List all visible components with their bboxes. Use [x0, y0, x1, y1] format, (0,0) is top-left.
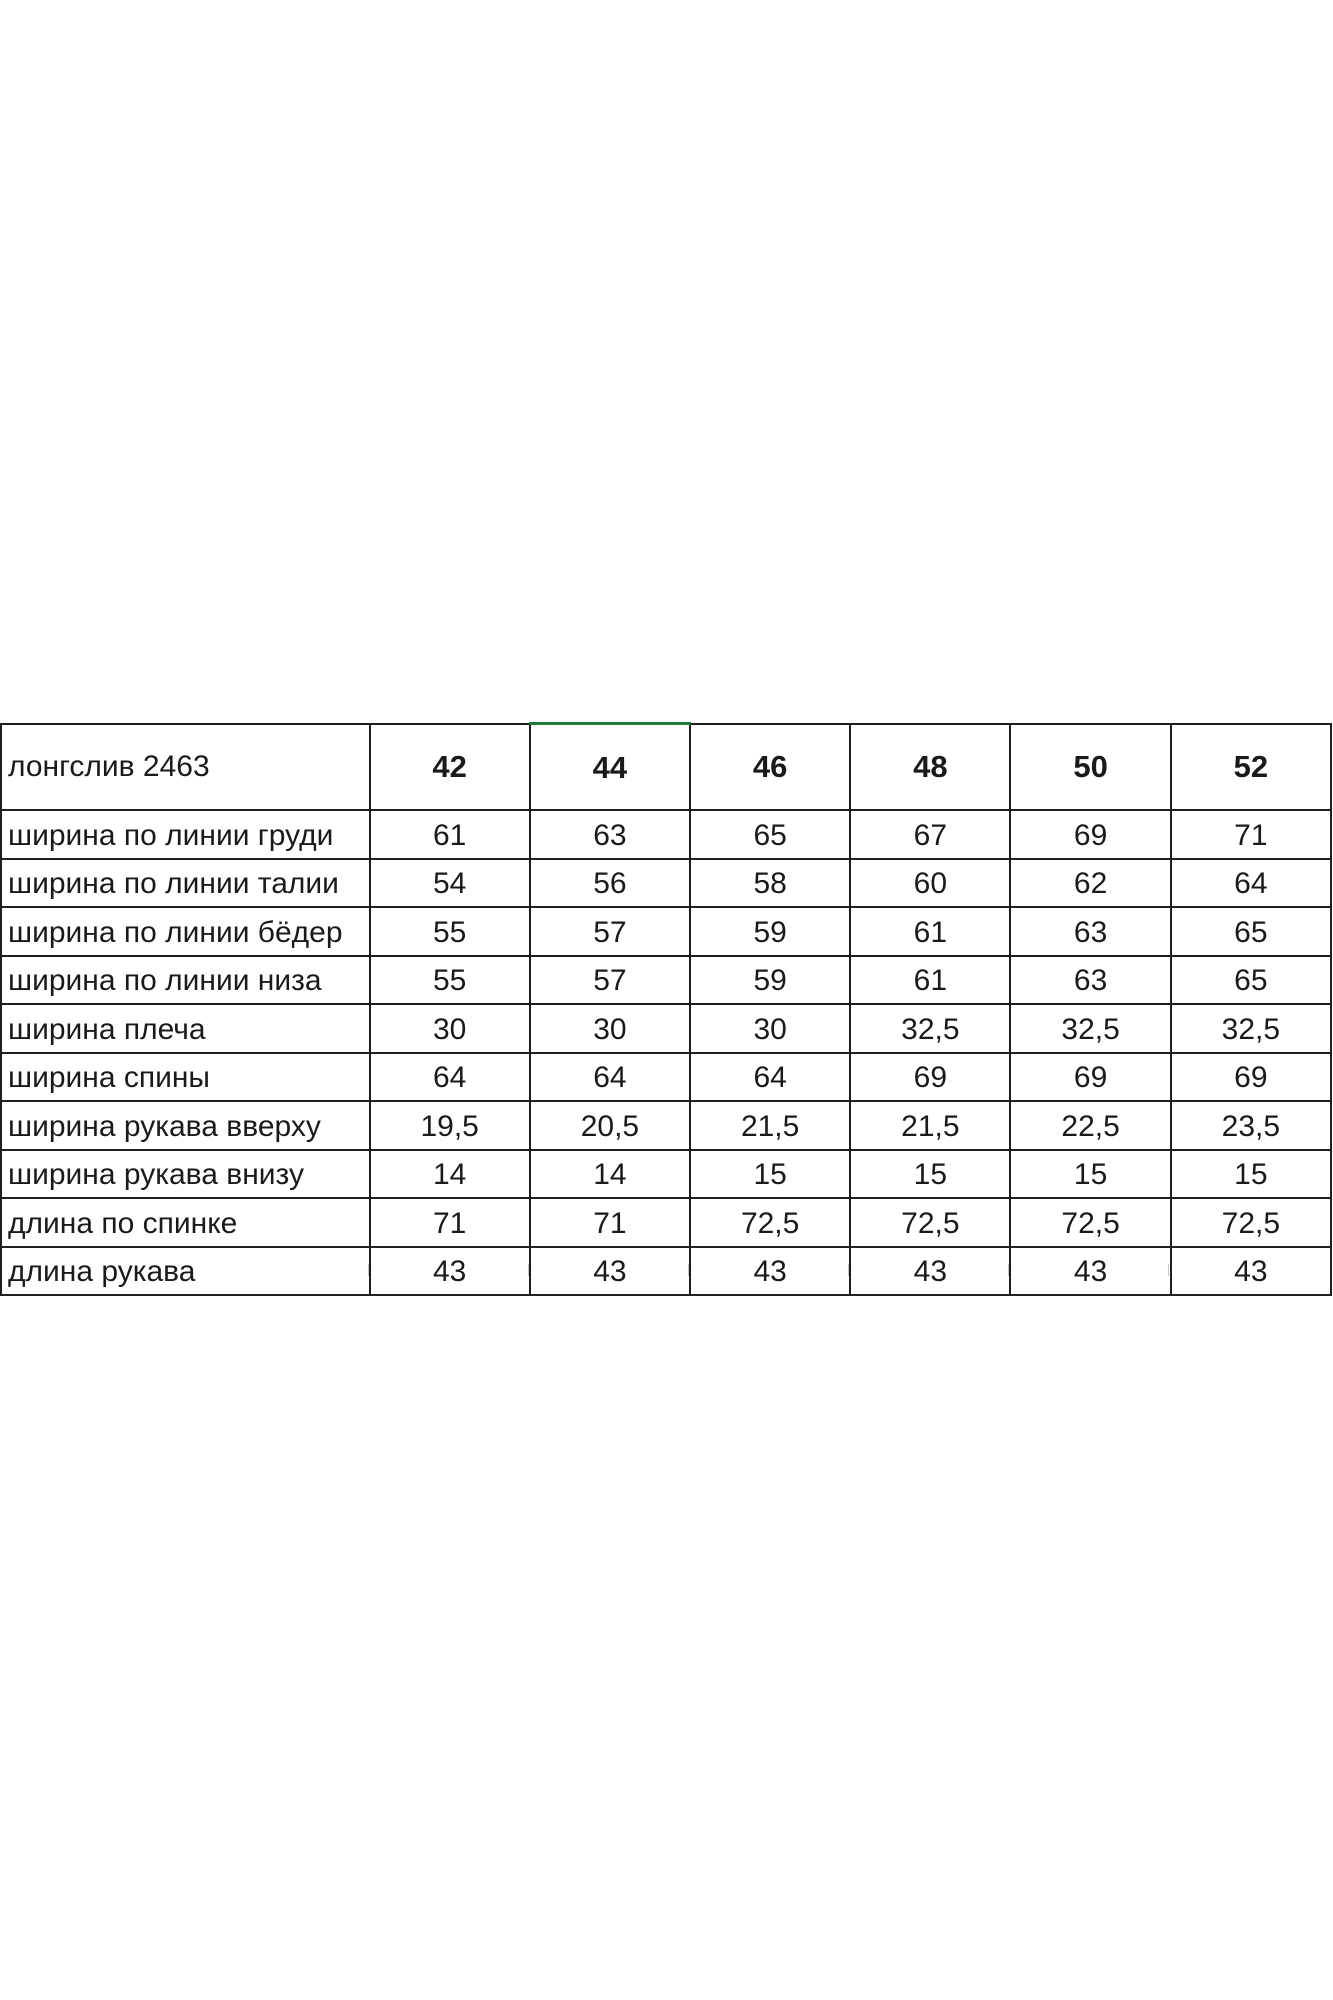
- measurement-label[interactable]: длина рукава: [1, 1247, 370, 1296]
- measurement-cell[interactable]: 43: [1171, 1247, 1331, 1296]
- measurement-cell[interactable]: 65: [690, 810, 850, 859]
- measurement-cell[interactable]: 30: [370, 1004, 530, 1053]
- size-header-48[interactable]: 48: [850, 724, 1010, 811]
- table-row: [1, 907, 1331, 956]
- measurement-label[interactable]: ширина по линии груди: [1, 810, 370, 859]
- measurement-cell[interactable]: 58: [690, 859, 850, 908]
- measurement-cell[interactable]: 22,5: [1010, 1101, 1170, 1150]
- measurement-cell[interactable]: 54: [370, 859, 530, 908]
- measurement-cell[interactable]: 65: [1171, 907, 1331, 956]
- measurement-label[interactable]: ширина плеча: [1, 1004, 370, 1053]
- measurement-cell[interactable]: 69: [1171, 1053, 1331, 1102]
- size-header-46[interactable]: 46: [690, 724, 850, 811]
- measurement-label[interactable]: ширина рукава внизу: [1, 1150, 370, 1199]
- table-row: [1, 1004, 1331, 1053]
- measurement-cell[interactable]: 64: [1171, 859, 1331, 908]
- measurement-cell[interactable]: 61: [850, 956, 1010, 1005]
- measurement-cell[interactable]: 55: [370, 907, 530, 956]
- table-row: [1, 1053, 1331, 1102]
- measurement-cell[interactable]: 57: [530, 907, 690, 956]
- measurement-cell[interactable]: 30: [530, 1004, 690, 1053]
- grid-tick: [1168, 1264, 1169, 1276]
- measurement-cell[interactable]: 14: [370, 1150, 530, 1199]
- measurement-cell[interactable]: 15: [1171, 1150, 1331, 1199]
- measurement-label[interactable]: ширина по линии низа: [1, 956, 370, 1005]
- measurement-cell[interactable]: 21,5: [850, 1101, 1010, 1150]
- measurement-cell[interactable]: 63: [1010, 956, 1170, 1005]
- measurement-cell[interactable]: 64: [370, 1053, 530, 1102]
- measurement-cell[interactable]: 69: [1010, 810, 1170, 859]
- measurement-cell[interactable]: 64: [530, 1053, 690, 1102]
- measurement-cell[interactable]: 60: [850, 859, 1010, 908]
- measurement-cell[interactable]: 15: [690, 1150, 850, 1199]
- table-row: [1, 1198, 1331, 1247]
- measurement-cell[interactable]: 61: [850, 907, 1010, 956]
- measurement-cell[interactable]: 20,5: [530, 1101, 690, 1150]
- spreadsheet-grid-ticks: [0, 1264, 1332, 1276]
- measurement-cell[interactable]: 67: [850, 810, 1010, 859]
- measurement-cell[interactable]: 43: [1010, 1247, 1170, 1296]
- measurement-cell[interactable]: 69: [1010, 1053, 1170, 1102]
- measurement-label[interactable]: ширина рукава вверху: [1, 1101, 370, 1150]
- measurement-cell[interactable]: 61: [370, 810, 530, 859]
- measurement-cell[interactable]: 71: [370, 1198, 530, 1247]
- measurement-label[interactable]: ширина по линии талии: [1, 859, 370, 908]
- measurement-cell[interactable]: 72,5: [1010, 1198, 1170, 1247]
- measurement-cell[interactable]: 15: [1010, 1150, 1170, 1199]
- measurement-label[interactable]: ширина спины: [1, 1053, 370, 1102]
- size-header-44[interactable]: 44: [530, 724, 690, 811]
- measurement-cell[interactable]: 23,5: [1171, 1101, 1331, 1150]
- grid-tick: [848, 1264, 849, 1276]
- size-chart-sheet: [0, 722, 1332, 1296]
- grid-tick: [688, 1264, 689, 1276]
- measurement-cell[interactable]: 72,5: [690, 1198, 850, 1247]
- header-row: [1, 724, 1331, 811]
- table-title[interactable]: лонгслив 2463: [1, 724, 370, 811]
- measurement-cell[interactable]: 30: [690, 1004, 850, 1053]
- measurement-cell[interactable]: 62: [1010, 859, 1170, 908]
- measurement-cell[interactable]: 69: [850, 1053, 1010, 1102]
- measurement-cell[interactable]: 14: [530, 1150, 690, 1199]
- table-row: [1, 1150, 1331, 1199]
- measurement-cell[interactable]: 72,5: [850, 1198, 1010, 1247]
- measurement-label[interactable]: ширина по линии бёдер: [1, 907, 370, 956]
- table-row: [1, 859, 1331, 908]
- measurement-cell[interactable]: 57: [530, 956, 690, 1005]
- measurement-cell[interactable]: 72,5: [1171, 1198, 1331, 1247]
- measurement-cell[interactable]: 65: [1171, 956, 1331, 1005]
- table-body: [1, 810, 1331, 1295]
- size-header-50[interactable]: 50: [1010, 724, 1170, 811]
- measurement-label[interactable]: длина по спинке: [1, 1198, 370, 1247]
- grid-tick: [368, 1264, 369, 1276]
- measurement-cell[interactable]: 32,5: [850, 1004, 1010, 1053]
- measurement-cell[interactable]: 32,5: [1171, 1004, 1331, 1053]
- measurement-cell[interactable]: 43: [690, 1247, 850, 1296]
- measurement-cell[interactable]: 59: [690, 956, 850, 1005]
- measurement-cell[interactable]: 71: [1171, 810, 1331, 859]
- measurement-cell[interactable]: 43: [530, 1247, 690, 1296]
- table-row: [1, 810, 1331, 859]
- measurement-cell[interactable]: 19,5: [370, 1101, 530, 1150]
- size-header-42[interactable]: 42: [370, 724, 530, 811]
- measurement-cell[interactable]: 56: [530, 859, 690, 908]
- measurement-cell[interactable]: 63: [530, 810, 690, 859]
- measurement-cell[interactable]: 55: [370, 956, 530, 1005]
- measurement-cell[interactable]: 43: [850, 1247, 1010, 1296]
- measurement-cell[interactable]: 64: [690, 1053, 850, 1102]
- size-header-52[interactable]: 52: [1171, 724, 1331, 811]
- size-chart-table: [0, 722, 1332, 1296]
- measurement-cell[interactable]: 43: [370, 1247, 530, 1296]
- table-row: [1, 956, 1331, 1005]
- measurement-cell[interactable]: 21,5: [690, 1101, 850, 1150]
- grid-tick: [528, 1264, 529, 1276]
- measurement-cell[interactable]: 71: [530, 1198, 690, 1247]
- table-row: [1, 1101, 1331, 1150]
- measurement-cell[interactable]: 15: [850, 1150, 1010, 1199]
- grid-tick: [1008, 1264, 1009, 1276]
- measurement-cell[interactable]: 63: [1010, 907, 1170, 956]
- measurement-cell[interactable]: 59: [690, 907, 850, 956]
- measurement-cell[interactable]: 32,5: [1010, 1004, 1170, 1053]
